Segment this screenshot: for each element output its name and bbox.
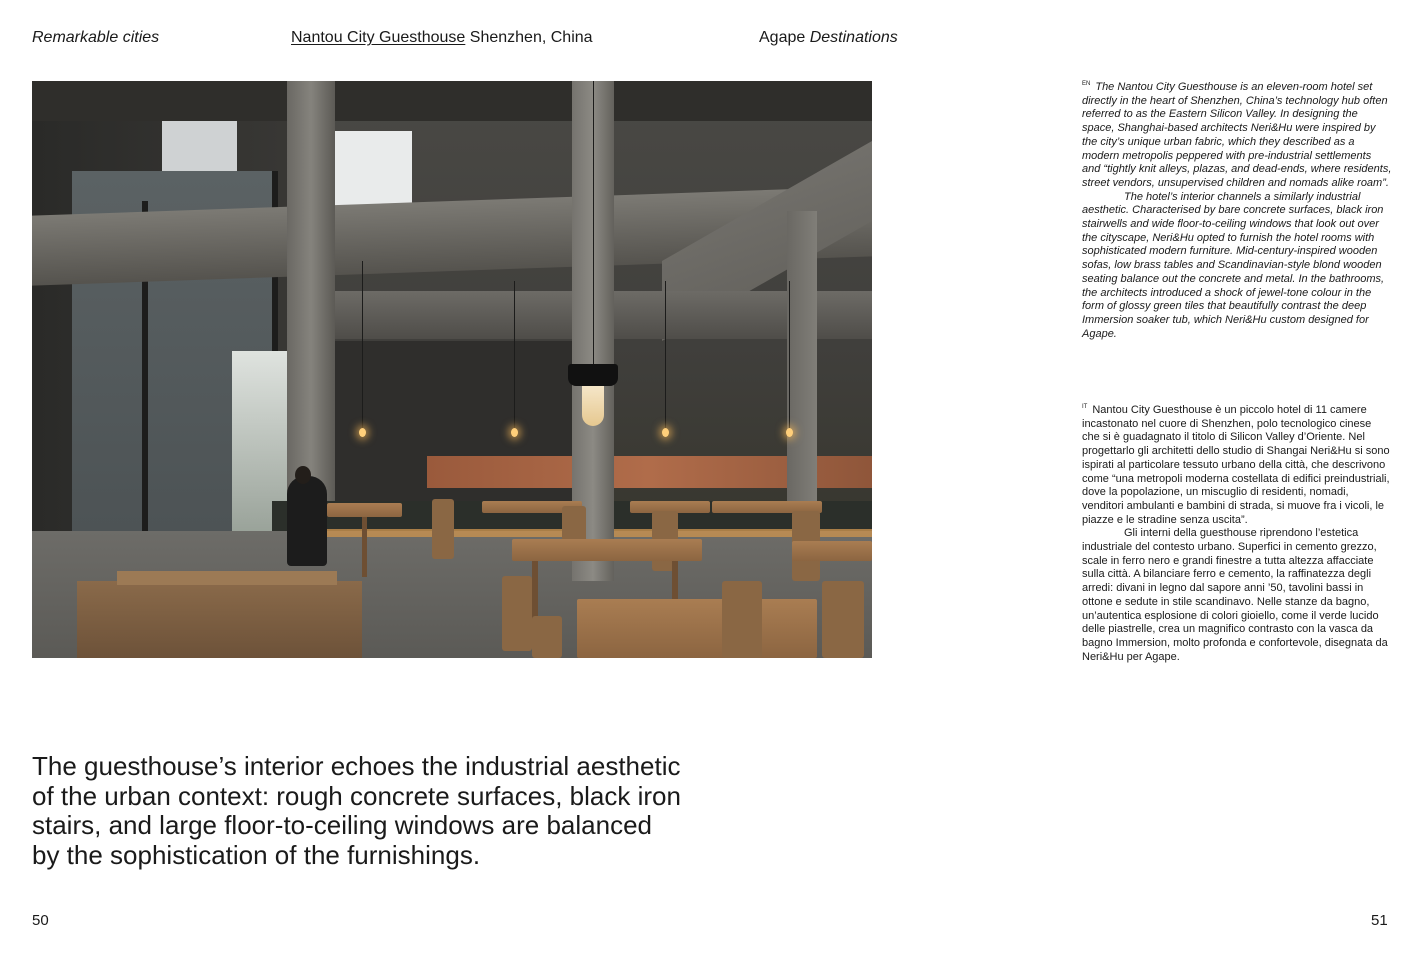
section-title: Remarkable cities	[32, 29, 160, 46]
italian-paragraph-1-text: Nantou City Guesthouse è un piccolo hotel di 11 camere incastonato nel cuore di Shenzhen, polo tecnologico cinese che si è guadagnato il titolo di Silicon Valley d’Oriente. Nel progettarlo gli architetti dello studio di Shangai Neri&Hu si sono ispirati al particolare tessuto urbano della città, che descrivono come “una metropoli moderna costellata di edifici preindustriali, dove la popolazione, un miscuglio di residenti, nomadi, venditori ambulanti e bambini di strada, si muove fra i vicoli, le piazze e le stradine senza uscita”.	[1082, 404, 1390, 526]
brand-section: Destinations	[809, 29, 898, 46]
english-paragraph-1-text: The Nantou City Guesthouse is an eleven-room hotel set directly in the heart of Shenzhen, China’s technology hub often referred to as the Eastern Silicon Valley. In designing the space, Shanghai-based architects Neri&Hu were inspired by the city’s unique urban fabric, which they described as a modern metropolis peppered with pre-industrial settlements and “tightly knit alleys, plazas, and dead-ends, where residents, street vendors, unsupervised children and nomads alike roam”.	[1082, 81, 1392, 189]
english-paragraph-1	[1082, 78, 1392, 191]
place-name: Nantou City Guesthouse	[291, 29, 466, 46]
italian-text	[1082, 401, 1392, 664]
brand-header	[759, 28, 898, 48]
interior-photo	[32, 81, 872, 658]
place-location: Shenzhen, China	[469, 29, 593, 46]
language-tag-it: IT	[1082, 404, 1088, 410]
language-tag-en: EN	[1082, 81, 1091, 87]
photo-caption: The guesthouse’s interior echoes the industrial aesthetic of the urban context: rough concrete surfaces, black iron stairs, and large floor-to-ceiling windows are balanced by the sophistication of the furnishings.	[32, 751, 681, 870]
article-header	[291, 28, 593, 48]
english-text	[1082, 78, 1392, 341]
page-number-left: 50	[32, 912, 49, 929]
english-paragraph-2: The hotel’s interior channels a similarly industrial aesthetic. Characterised by bare concrete surfaces, black iron stairwells and wide floor-to-ceiling windows that look out over the cityscape, Neri&Hu opted to furnish the hotel rooms with sophisticated modern furniture. Mid-century-inspired wooden sofas, low brass tables and Scandinavian-style blond wooden seating balance out the concrete and metal. In the bathrooms, the architects introduced a shock of jewel-tone colour in the form of glossy green tiles that beautifully contrast the deep Immersion soaker tub, which Neri&Hu custom designed for Agape.	[1082, 190, 1385, 340]
page-number-right: 51	[1371, 912, 1388, 929]
italian-paragraph-2: Gli interni della guesthouse riprendono l’estetica industriale del contesto urbano. Superfici in cemento grezzo, scale in ferro nero e grandi finestre a tutta altezza affacciate sulla città. A bilanciare ferro e cemento, la raffinatezza degli arredi: divani in legno dal sapore anni ’50, tavolini bassi in ottone e sedute in stile scandinavo. Nelle stanze da bagno, un’autentica esplosione di colori gioiello, come il verde lucido delle piastrelle, crea un magnifico contrasto con la vasca da bagno Immersion, molto profonda e confortevole, disegnata da Neri&Hu per Agape.	[1082, 527, 1388, 663]
italian-paragraph-1	[1082, 401, 1392, 527]
brand-name: Agape	[759, 29, 806, 46]
